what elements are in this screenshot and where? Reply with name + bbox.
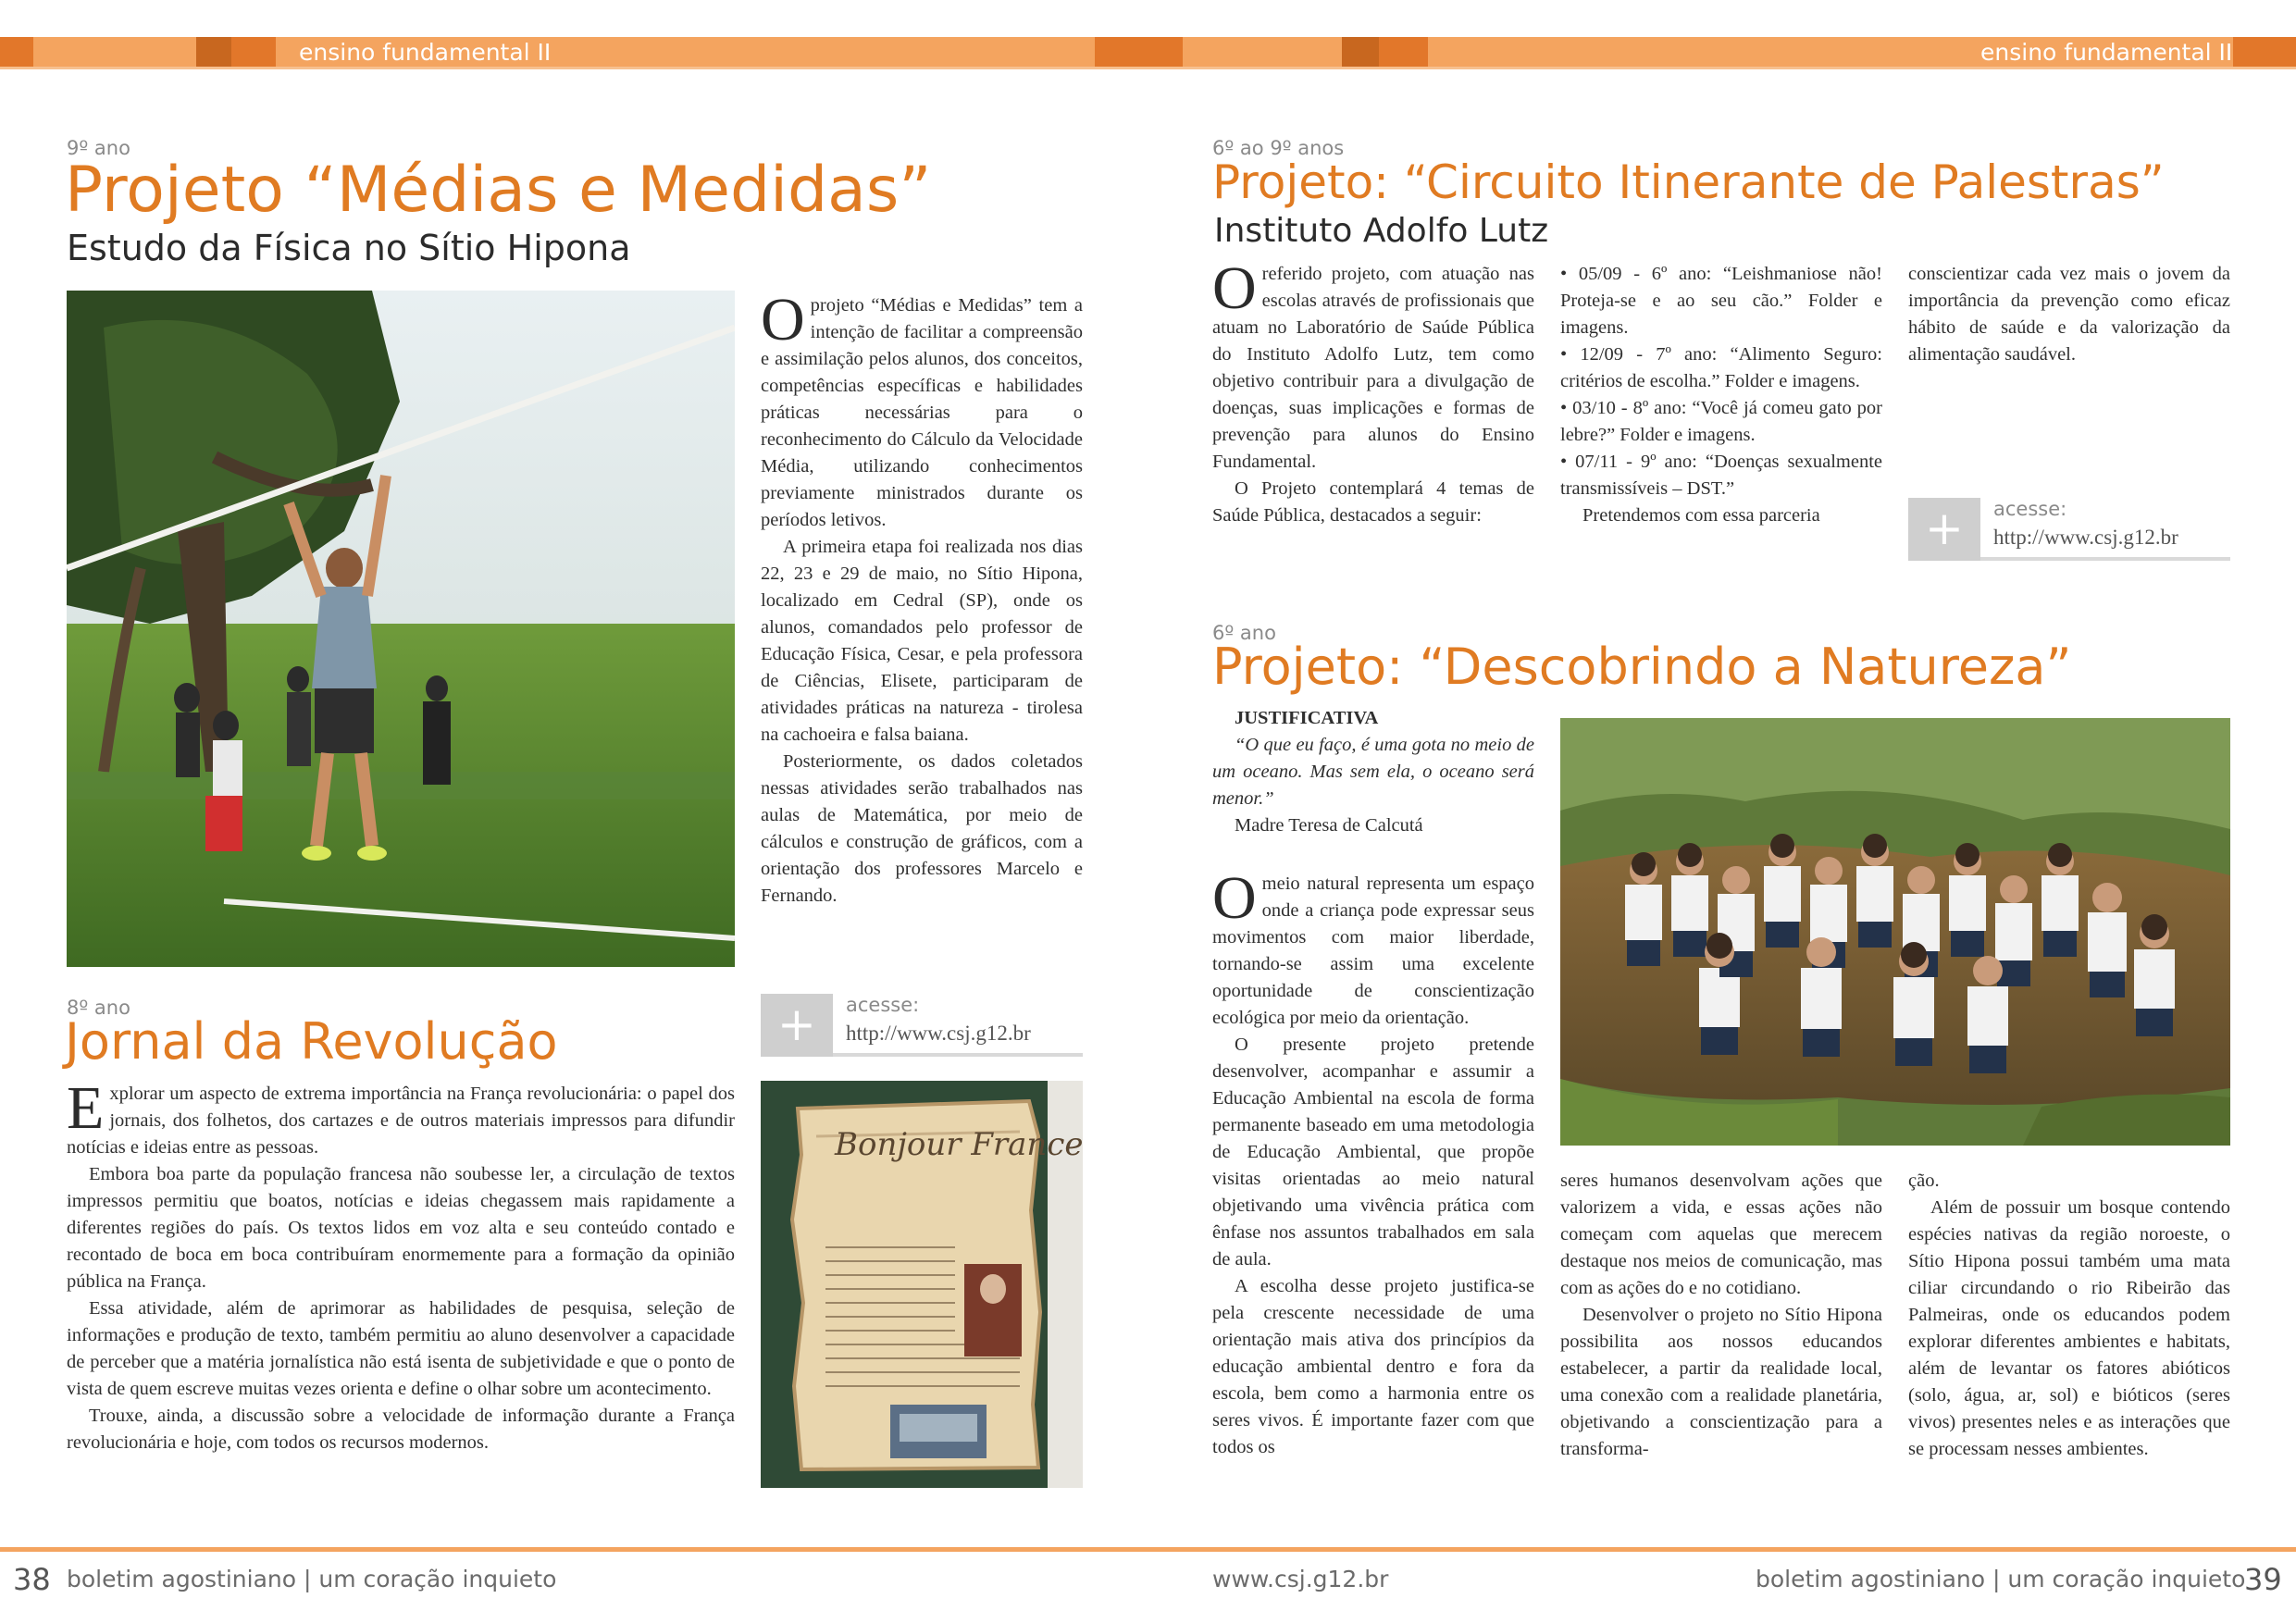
bullet-item: • 05/09 - 6º ano: “Leishmaniose não! Proteja-se e ao seu cão.” Folder e imagens. [1560, 264, 1882, 338]
body-paragraph: Pretendemos com essa parceria [1582, 505, 1820, 526]
body-paragraph: Trouxe, ainda, a discussão sobre a velocidade de informação durante a França revolucionária e hoje, com todos os recursos modernos. [67, 1406, 735, 1453]
article-title: Projeto: “Circuito Itinerante de Palestras” [1212, 155, 2165, 209]
page-number-right: 39 [2244, 1562, 2282, 1597]
article-title: Projeto: “Descobrindo a Natureza” [1212, 638, 2072, 696]
article-kicker: 6º ano [1212, 622, 1276, 644]
students-photo-illustration [1560, 718, 2230, 1146]
acesse-underline [1980, 557, 2230, 561]
acesse-link-box[interactable] [761, 994, 1083, 1057]
header-band-accent [1379, 37, 1428, 67]
footer-publication-left: boletim agostiniano | um coração inquieto [67, 1566, 557, 1592]
acesse-underline [833, 1053, 1083, 1057]
article-body-column [1212, 254, 1534, 529]
plus-icon: + [761, 994, 833, 1057]
body-paragraph: Embora boa parte da população francesa não soubesse ler, a circulação de textos impressos permitiu que boatos, notícias e ideias chegassem mais rapidamente a diferentes regiões do país. Os textos lidos em voz alta e seu conteúdo contado e recontado de boca em boca contribuíram enormemente para a formação da opinião pública na França. [67, 1164, 735, 1292]
article-kicker: 8º ano [67, 997, 130, 1019]
drop-cap: O [1212, 864, 1257, 932]
article-subtitle: Instituto Adolfo Lutz [1214, 212, 1549, 250]
article-body-column [761, 286, 1083, 910]
poster-title-text: Bonjour France [835, 1126, 1083, 1163]
body-paragraph: Oprojeto “Médias e Medidas” tem a intenção de facilitar a compreensão e assimilação pelos alunos, dos conceitos, competências específicas e habilidades práticas necessárias para o reconhecimento do Cálculo da Velocidade Média, utilizando conhecimentos previamente ministrados durante os períodos letivos. [761, 286, 1083, 530]
bullet-item: • 12/09 - 7º ano: “Alimento Seguro: critérios de escolha.” Folder e imagens. [1560, 344, 1882, 391]
newspaper-poster-photo [761, 1081, 1083, 1488]
zipline-photo-illustration [67, 291, 735, 967]
page-number-left: 38 [13, 1562, 51, 1597]
article-kicker: 9º ano [67, 137, 130, 159]
header-band-accent [1342, 37, 1379, 67]
body-paragraph: Explorar um aspecto de extrema importância na França revolucionária: o papel dos jornais, dos folhetos, dos cartazes e de outros materiais impressos para difundir notícias e ideias entre as pessoas. [67, 1074, 735, 1158]
quote-text: “O que eu faço, é uma gota no meio de um oceano. Mas sem ela, o oceano será menor.” [1212, 735, 1534, 809]
footer-rule [0, 1547, 2296, 1552]
acesse-url[interactable]: http://www.csj.g12.br [1993, 526, 2178, 549]
body-paragraph: Além de possuir um bosque contendo espécies nativas da região noroeste, o Sítio Hipona possui também uma mata ciliar circundando o rio Ribeirão das Palmeiras, onde os educandos podem explorar diferentes ambientes e habitats, além de levantar os fatores abióticos (solo, água, ar, sol) e bióticos (seres vivos) presentes neles e as interações que se processam nesses ambientes. [1908, 1197, 2230, 1459]
footer-publication-right: boletim agostiniano | um coração inquieto [1756, 1566, 2246, 1592]
plus-icon: + [1908, 498, 1980, 561]
acesse-label: acesse: [846, 994, 920, 1016]
drop-cap: E [67, 1074, 105, 1142]
header-band-accent [0, 37, 33, 67]
header-band-accent [2233, 37, 2296, 67]
body-paragraph: seres humanos desenvolvam ações que valorizem a vida, e essas ações não começam com aquelas que merecem destaque nos meios de comunicação, mas com as ações do e no cotidiano. [1560, 1171, 1882, 1298]
article-kicker: 6º ao 9º anos [1212, 137, 1345, 159]
article-body-column [1212, 705, 1534, 1461]
header-section-label-right: ensino fundamental II [1980, 39, 2233, 66]
header-band-accent [196, 37, 231, 67]
body-paragraph: Omeio natural representa um espaço onde a criança pode expressar seus movimentos com maior liberdade, tornando-se assim uma excelente oportunidade de conscientização ecológica por meio da orientação. [1212, 864, 1534, 1028]
zipline-photo [67, 291, 735, 967]
header-section-label-left: ensino fundamental II [299, 39, 552, 66]
students-group-photo [1560, 718, 2230, 1146]
body-paragraph: Posteriormente, os dados coletados nessas atividades serão trabalhados nas aulas de Matemática, por meio de cálculos e construção de gráficos, com a orientação dos professores Marcelo e Fernando. [761, 751, 1083, 906]
body-paragraph: A primeira etapa foi realizada nos dias 22, 23 e 29 de maio, no Sítio Hipona, localizado em Cedral (SP), onde os alunos, comandados pelo professor de Educação Física, Cesar, e pela professora de Ciências, Elisete, participaram de atividades práticas na natureza - tirolesa na cachoeira e falsa baiana. [761, 537, 1083, 745]
body-paragraph: ção. [1908, 1171, 1940, 1191]
body-paragraph: Oreferido projeto, com atuação nas escolas através de profissionais que atuam no Laboratório de Saúde Pública do Instituto Adolfo Lutz, tem como objetivo contribuir para a divulgação de doenças, suas implicações e formas de prevenção para alunos do Ensino Fundamental. [1212, 254, 1534, 472]
drop-cap: O [1212, 254, 1257, 322]
article-title: Jornal da Revolução [65, 1012, 558, 1071]
body-paragraph: Essa atividade, além de aprimorar as habilidades de pesquisa, seleção de informações e produção de texto, também permitiu ao aluno desenvolver a capacidade de perceber que a matéria jornalística não está isenta de subjetividade e que o ponto de vista de quem escreve muitas vezes orienta e define o olhar sobre um acontecimento. [67, 1298, 735, 1399]
body-paragraph: conscientizar cada vez mais o jovem da importância da prevenção como eficaz hábito de saúde e da valorização da alimentação saudável. [1908, 264, 2230, 365]
body-paragraph: A escolha desse projeto justifica-se pela crescente necessidade de uma orientação mais ativa dos princípios da educação ambiental dentro e fora da escola, bem como a harmonia entre os seres vivos. É importante fazer com que todos os [1212, 1276, 1534, 1457]
body-paragraph: O presente projeto pretende desenvolver, acompanhar e assumir a Educação Ambiental na escola de forma permanente baseado em uma metodologia de Educação Ambiental, que propõe visitas orientadas ao meio natural objetivando uma vivência prática com ênfase nos assuntos trabalhados em sala de aula. [1212, 1035, 1534, 1270]
acesse-link-box[interactable] [1908, 498, 2230, 561]
article-body-column [67, 1074, 735, 1456]
body-paragraph: O Projeto contemplará 4 temas de Saúde Pública, destacados a seguir: [1212, 478, 1534, 526]
article-body-column [1560, 1168, 1882, 1463]
header-rule [0, 67, 2296, 69]
article-title: Projeto “Médias e Medidas” [65, 154, 932, 227]
article-body-column [1908, 1168, 2230, 1463]
article-body-column [1908, 261, 2230, 368]
article-subtitle: Estudo da Física no Sítio Hipona [67, 228, 631, 268]
acesse-label: acesse: [1993, 498, 2067, 520]
quote-author: Madre Teresa de Calcutá [1235, 815, 1423, 836]
bullet-item: • 07/11 - 9º ano: “Doenças sexualmente transmissíveis – DST.” [1560, 452, 1882, 499]
drop-cap: O [761, 286, 805, 353]
bullet-item: • 03/10 - 8º ano: “Você já comeu gato por lebre?” Folder e imagens. [1560, 398, 1882, 445]
article-body-column [1560, 261, 1882, 529]
acesse-url[interactable]: http://www.csj.g12.br [846, 1022, 1031, 1045]
poster-illustration [761, 1081, 1083, 1488]
header-band-accent [1095, 37, 1183, 67]
body-paragraph: Desenvolver o projeto no Sítio Hipona possibilita aos nossos educandos estabelecer, a partir da realidade local, uma conexão com a realidade planetária, objetivando a conscientização para a transforma- [1560, 1305, 1882, 1459]
justificativa-label: JUSTIFICATIVA [1235, 708, 1379, 728]
footer-website-url[interactable]: www.csj.g12.br [1212, 1566, 1389, 1592]
header-band-accent [231, 37, 276, 67]
